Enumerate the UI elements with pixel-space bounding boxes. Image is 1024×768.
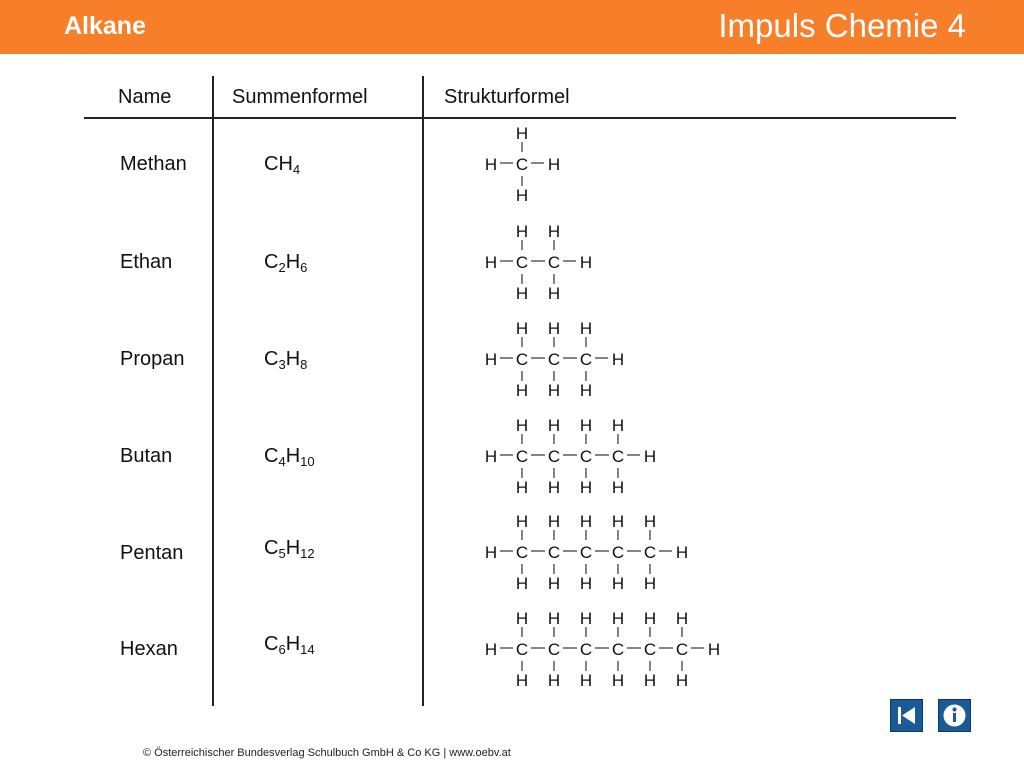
molecular-formula: $C_6H_{14}$ [264, 633, 315, 657]
hydrogen-atom: H [547, 512, 561, 531]
hydrogen-atom: H [484, 155, 498, 174]
hydrogen-atom: H [515, 381, 529, 400]
carbon-atom: C [547, 543, 561, 562]
carbon-atom: C [547, 350, 561, 369]
hydrogen-atom: H [515, 319, 529, 338]
hydrogen-atom: H [611, 416, 625, 435]
hydrogen-atom: H [547, 416, 561, 435]
hydrogen-atom: H [515, 671, 529, 690]
column-header-formula: Summenformel [232, 86, 368, 108]
hydrogen-atom: H [547, 284, 561, 303]
hydrogen-atom: H [675, 609, 689, 628]
hydrogen-atom: H [515, 222, 529, 241]
alkane-name: Butan [120, 445, 173, 467]
hydrogen-atom: H [611, 574, 625, 593]
hydrogen-atom: H [643, 574, 657, 593]
hydrogen-atom: H [643, 671, 657, 690]
hydrogen-atom: H [611, 350, 625, 369]
hydrogen-atom: H [515, 478, 529, 497]
carbon-atom: C [515, 447, 529, 466]
hydrogen-atom: H [547, 478, 561, 497]
hydrogen-atom: H [579, 671, 593, 690]
carbon-atom: C [611, 543, 625, 562]
hydrogen-atom: H [484, 640, 498, 659]
hydrogen-atom: H [707, 640, 721, 659]
carbon-atom: C [515, 155, 529, 174]
column-header-name: Name [118, 86, 172, 108]
hydrogen-atom: H [643, 512, 657, 531]
carbon-atom: C [547, 447, 561, 466]
hydrogen-atom: H [547, 155, 561, 174]
hydrogen-atom: H [643, 447, 657, 466]
hydrogen-atom: H [515, 574, 529, 593]
carbon-atom: C [611, 640, 625, 659]
alkane-name: Pentan [120, 542, 184, 564]
hydrogen-atom: H [515, 186, 529, 205]
carbon-atom: C [643, 640, 657, 659]
skip-back-icon [891, 700, 922, 731]
carbon-atom: C [611, 447, 625, 466]
hydrogen-atom: H [547, 222, 561, 241]
hydrogen-atom: H [643, 609, 657, 628]
hydrogen-atom: H [579, 416, 593, 435]
carbon-atom: C [579, 543, 593, 562]
molecular-formula: $C_2H_6$ [264, 251, 308, 275]
column-header-structure: Strukturformel [444, 86, 570, 108]
hydrogen-atom: H [611, 671, 625, 690]
hydrogen-atom: H [515, 512, 529, 531]
hydrogen-atom: H [547, 609, 561, 628]
hydrogen-atom: H [579, 574, 593, 593]
hydrogen-atom: H [484, 350, 498, 369]
hydrogen-atom: H [579, 512, 593, 531]
back-button[interactable] [890, 699, 923, 732]
carbon-atom: C [515, 253, 529, 272]
hydrogen-atom: H [675, 543, 689, 562]
hydrogen-atom: H [547, 381, 561, 400]
molecular-formula: $CH_4$ [264, 153, 301, 177]
hydrogen-atom: H [515, 416, 529, 435]
hydrogen-atom: H [484, 253, 498, 272]
carbon-atom: C [579, 447, 593, 466]
alkane-name: Propan [120, 348, 185, 370]
hydrogen-atom: H [484, 447, 498, 466]
carbon-atom: C [547, 253, 561, 272]
hydrogen-atom: H [484, 543, 498, 562]
hydrogen-atom: H [611, 609, 625, 628]
info-icon [939, 700, 970, 731]
carbon-atom: C [547, 640, 561, 659]
carbon-atom: C [515, 350, 529, 369]
slide-title: Alkane [64, 12, 146, 40]
hydrogen-atom: H [579, 478, 593, 497]
info-button[interactable] [938, 699, 971, 732]
alkane-name: Ethan [120, 251, 173, 273]
molecular-formula: $C_4H_{10}$ [264, 445, 315, 469]
carbon-atom: C [515, 543, 529, 562]
alkane-name: Hexan [120, 638, 178, 660]
hydrogen-atom: H [579, 319, 593, 338]
hydrogen-atom: H [515, 124, 529, 143]
hydrogen-atom: H [611, 512, 625, 531]
hydrogen-atom: H [515, 609, 529, 628]
hydrogen-atom: H [547, 319, 561, 338]
hydrogen-atom: H [579, 253, 593, 272]
hydrogen-atom: H [579, 381, 593, 400]
molecular-formula: $C_3H_8$ [264, 348, 308, 372]
carbon-atom: C [579, 640, 593, 659]
alkane-name: Methan [120, 153, 187, 175]
hydrogen-atom: H [675, 671, 689, 690]
carbon-atom: C [579, 350, 593, 369]
hydrogen-atom: H [515, 284, 529, 303]
hydrogen-atom: H [547, 574, 561, 593]
hydrogen-atom: H [579, 609, 593, 628]
carbon-atom: C [515, 640, 529, 659]
hydrogen-atom: H [611, 478, 625, 497]
carbon-atom: C [675, 640, 689, 659]
molecular-formula: $C_5H_{12}$ [264, 537, 315, 561]
carbon-atom: C [643, 543, 657, 562]
copyright-footer: © Österreichischer Bundesverlag Schulbuch GmbH & Co KG | www.oebv.at [143, 747, 511, 759]
brand-title: Impuls Chemie 4 [718, 7, 966, 44]
hydrogen-atom: H [547, 671, 561, 690]
